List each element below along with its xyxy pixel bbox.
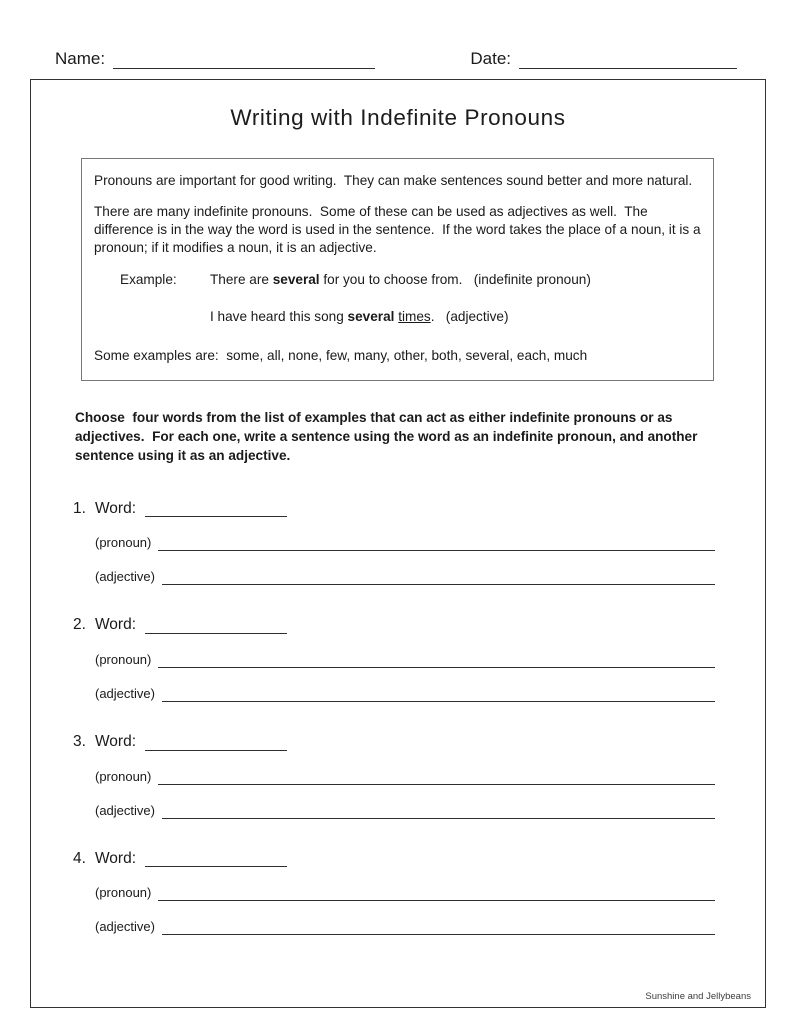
example-row-1	[120, 271, 701, 289]
date-field	[470, 50, 737, 69]
adjective-answer-line[interactable]	[162, 922, 715, 935]
name-label: Name:	[55, 49, 106, 68]
example-2-bold-word: several	[347, 309, 395, 325]
item-number: 4.	[73, 849, 86, 867]
word-label: Word:	[94, 849, 136, 867]
pronoun-row	[95, 886, 715, 901]
info-box	[81, 158, 714, 382]
adjective-answer-line[interactable]	[162, 689, 715, 702]
pronoun-label: (pronoun)	[95, 535, 152, 551]
word-label: Word:	[94, 499, 136, 517]
word-blank-line[interactable]	[145, 619, 287, 634]
adjective-row	[95, 570, 715, 585]
pronoun-label: (pronoun)	[95, 768, 152, 784]
pronoun-label: (pronoun)	[95, 885, 152, 901]
word-label: Word:	[94, 732, 136, 750]
instructions-text: Choose four words from the list of examples that can act as either indefinite pronouns or as adjectives. For each one, write a sentence using the word as an indefinite pronoun, and another sentence using it as an adjective.	[75, 410, 702, 463]
adjective-label: (adjective)	[95, 569, 155, 585]
adjective-row	[95, 687, 715, 702]
example-1-sentence: There are several for you to choose from. (indefinite pronoun)	[210, 272, 591, 288]
word-blank-line[interactable]	[145, 736, 287, 751]
word-row	[73, 500, 765, 518]
word-row	[73, 616, 765, 634]
date-blank-line[interactable]	[519, 52, 737, 69]
item-3	[31, 733, 765, 819]
pronoun-answer-line[interactable]	[158, 655, 715, 668]
item-number: 2.	[73, 616, 86, 634]
footer-credit: Sunshine and Jellybeans	[645, 990, 751, 1002]
pronoun-row	[95, 770, 715, 785]
pronoun-row	[95, 536, 715, 551]
adjective-label: (adjective)	[95, 919, 155, 935]
word-label: Word:	[94, 616, 136, 634]
date-label: Date:	[470, 49, 511, 68]
pronoun-answer-line[interactable]	[158, 538, 715, 551]
example-label: Example:	[120, 272, 177, 288]
pronoun-answer-line[interactable]	[158, 772, 715, 785]
pronoun-answer-line[interactable]	[158, 888, 715, 901]
adjective-answer-line[interactable]	[162, 572, 715, 585]
adjective-answer-line[interactable]	[162, 806, 715, 819]
info-paragraph-1: Pronouns are important for good writing. They can make sentences sound better and more natural.	[94, 172, 693, 188]
word-blank-line[interactable]	[145, 502, 287, 517]
example-2-sentence: I have heard this song several times. (adjective)	[210, 309, 509, 325]
worksheet-border-box	[30, 79, 766, 1008]
example-2-underlined-word: times	[398, 309, 431, 325]
word-blank-line[interactable]	[145, 852, 287, 867]
examples-word-list: Some examples are: some, all, none, few, many, other, both, several, each, much	[94, 348, 588, 364]
adjective-label: (adjective)	[95, 802, 155, 818]
word-row	[73, 733, 765, 751]
items-section	[31, 500, 765, 936]
info-paragraph-2: There are many indefinite pronouns. Some of these can be used as adjectives as well. The difference is in the way the word is used in the sentence. If the word takes the place of a noun, it is a pronoun; if it modifies a noun, it is an adjective.	[94, 203, 705, 255]
page-title: Writing with Indefinite Pronouns	[230, 104, 566, 130]
example-1-bold-word: several	[272, 272, 320, 288]
pronoun-row	[95, 653, 715, 668]
adjective-row	[95, 920, 715, 935]
adjective-label: (adjective)	[95, 685, 155, 701]
name-date-row	[0, 0, 794, 69]
word-row	[73, 850, 765, 868]
item-2	[31, 616, 765, 702]
item-number: 3.	[73, 732, 86, 750]
pronoun-label: (pronoun)	[95, 652, 152, 667]
name-blank-line[interactable]	[113, 52, 375, 69]
item-1	[31, 500, 765, 586]
item-number: 1.	[73, 499, 86, 517]
name-field	[55, 50, 375, 69]
item-4	[31, 850, 765, 936]
adjective-row	[95, 804, 715, 819]
